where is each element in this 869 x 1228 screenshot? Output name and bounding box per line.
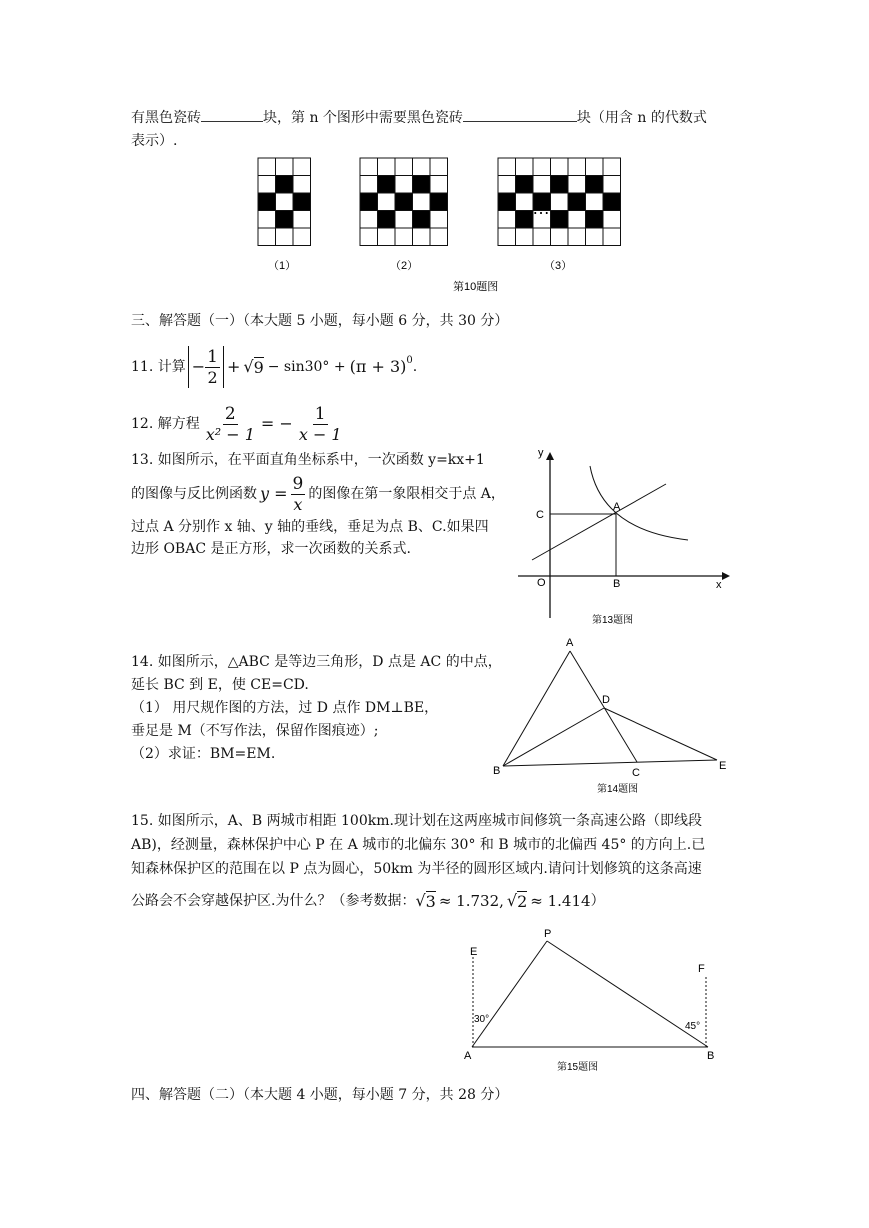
q15-line3: 知森林保护区的范围在以 P 点为圆心，50km 为半径的圆形区域内.请问计划修筑的这条高速 <box>131 861 702 877</box>
q15-figure <box>460 925 730 1075</box>
point-b-label: B <box>613 578 621 590</box>
q14-line4: 垂足是 M（不写作法，保留作图痕迹）; <box>131 723 379 739</box>
q13-figure <box>510 440 740 630</box>
black-tile <box>586 211 604 229</box>
sqrt-sign: √ <box>243 357 254 376</box>
q15-sqrt2: 2 <box>517 891 528 911</box>
white-tile <box>293 211 311 229</box>
black-tile <box>395 193 413 211</box>
white-tile <box>586 228 604 246</box>
q13-line3: 过点 A 分别作 x 轴、y 轴的垂线，垂足为点 B、C.如果四 <box>131 519 489 535</box>
q13-text-a: 的图像与反比例函数 <box>131 486 257 502</box>
white-tile <box>276 193 294 211</box>
q14-figure <box>485 630 735 800</box>
q10-label-1: （1） <box>268 260 297 272</box>
white-tile <box>430 228 448 246</box>
white-tile <box>413 158 431 176</box>
white-tile <box>413 228 431 246</box>
q10-label-2: （2） <box>390 260 419 272</box>
black-tile <box>516 211 534 229</box>
q13-line2 <box>131 472 505 516</box>
white-tile <box>533 228 551 246</box>
white-tile <box>360 211 378 229</box>
white-tile <box>498 176 516 194</box>
q10-label-3: （3） <box>544 260 573 272</box>
white-tile <box>378 193 396 211</box>
q14-line3: （1） 用尺规作图的方法，过 D 点作 DM⊥BE， <box>131 700 439 716</box>
black-tile <box>430 193 448 211</box>
q14-line5: （2）求证：BM=EM. <box>131 746 276 762</box>
segment-bp <box>547 941 708 1047</box>
point-f-label: F <box>698 963 705 975</box>
black-tile <box>413 211 431 229</box>
q10-text-b: 块，第 n 个图形中需要黑色瓷砖 <box>263 110 463 126</box>
q13-line1: 13. 如图所示，在平面直角坐标系中，一次函数 y=kx+1 <box>131 452 485 468</box>
q12-rhs-fraction <box>297 404 344 445</box>
point-e-label: E <box>719 760 727 772</box>
white-tile <box>258 228 276 246</box>
q13-y-eq: y = <box>260 484 288 503</box>
sqrt-sign: √ <box>415 891 426 910</box>
white-tile <box>603 176 621 194</box>
q11-end: . <box>412 359 418 375</box>
white-tile <box>395 176 413 194</box>
black-tile <box>516 176 534 194</box>
hyperbola-curve <box>590 466 688 540</box>
q13-caption: 第13题图 <box>592 615 634 626</box>
q10-text-c: 块（用含 n 的代数式 <box>576 110 707 126</box>
q12-prefix: 12. 解方程 <box>131 416 200 432</box>
black-tile <box>360 193 378 211</box>
line-be <box>503 760 717 766</box>
point-a-label: A <box>464 1050 472 1062</box>
white-tile <box>293 158 311 176</box>
white-tile <box>293 176 311 194</box>
answer-blank-1[interactable] <box>201 107 263 122</box>
side-ac <box>570 651 637 762</box>
q10-caption: 第10题图 <box>453 281 499 293</box>
q14-line1: 14. 如图所示，△ABC 是等边三角形，D 点是 AC 的中点， <box>131 654 502 670</box>
white-tile <box>276 158 294 176</box>
white-tile <box>603 228 621 246</box>
point-b-label: B <box>707 1050 715 1062</box>
black-tile <box>498 193 516 211</box>
q12-rhs-num: 1 <box>314 403 326 424</box>
black-tile <box>293 193 311 211</box>
black-tile <box>276 211 294 229</box>
q15-line2: AB)，经测量，森林保护中心 P 在 A 城市的北偏东 30° 和 B 城市的北偏西 45° 的方向上.已 <box>131 837 706 853</box>
white-tile <box>533 176 551 194</box>
q10-line1 <box>131 107 707 128</box>
angle-30-label: 30° <box>474 1014 490 1025</box>
vertex-a-label: A <box>566 637 574 649</box>
white-tile <box>568 158 586 176</box>
white-tile <box>430 158 448 176</box>
white-tile <box>516 193 534 211</box>
white-tile <box>586 193 604 211</box>
white-tile <box>395 158 413 176</box>
q15-sqrt2-value: ≈ 1.414 <box>530 892 591 910</box>
side-ab <box>503 651 570 766</box>
q15-sqrt3-value: ≈ 1.732, <box>438 892 504 910</box>
q11-fraction <box>205 347 220 388</box>
white-tile <box>498 228 516 246</box>
white-tile <box>516 158 534 176</box>
q11-line: 11. 计算 − $\frac{1}{2}$ + √ 9 − sin30° + (π + 3) $^0$ . <box>131 346 418 387</box>
q11-frac-num: 1 <box>207 346 218 367</box>
section4-heading: 四、解答题（二）（本大题 4 小题，每小题 7 分，共 28 分） <box>131 1087 509 1103</box>
angle-45-label: 45° <box>685 1021 701 1032</box>
q14-caption: 第14题图 <box>597 784 639 795</box>
q15-text-a: 公路会不会穿越保护区.为什么？（参考数据： <box>131 893 416 909</box>
q13-line4: 边形 OBAC 是正方形，求一次函数的关系式. <box>131 541 411 557</box>
q10-figure <box>250 152 730 297</box>
black-tile <box>378 211 396 229</box>
black-tile <box>258 193 276 211</box>
black-tile <box>378 176 396 194</box>
q10-line2: 表示）. <box>131 133 178 149</box>
vertex-c-label: C <box>632 767 640 779</box>
segment-bd <box>503 708 604 766</box>
q13-frac-den: x <box>293 494 303 514</box>
q11-frac-den: 2 <box>207 367 218 387</box>
q12-lhs-den: x² − 1 <box>205 424 255 444</box>
segment-ap <box>472 941 547 1047</box>
point-c-label: C <box>536 509 544 521</box>
q12-lhs-fraction <box>204 404 257 445</box>
black-tile <box>413 176 431 194</box>
white-tile <box>430 176 448 194</box>
q15-sqrt3: 3 <box>425 891 436 911</box>
q12-line <box>131 402 344 446</box>
black-tile <box>276 176 294 194</box>
white-tile <box>378 158 396 176</box>
white-tile <box>258 176 276 194</box>
point-d-label: D <box>602 694 610 706</box>
black-tile <box>568 193 586 211</box>
white-tile <box>360 176 378 194</box>
section3-heading: 三、解答题（一）（本大题 5 小题，每小题 6 分，共 30 分） <box>131 313 509 329</box>
q12-rhs-den: x − 1 <box>298 424 342 444</box>
point-a-label: A <box>613 501 621 513</box>
black-tile <box>586 176 604 194</box>
white-tile <box>276 228 294 246</box>
q11-prefix: 11. 计算 <box>131 359 186 375</box>
q13-text-b: 的图像在第一象限相交于点 A， <box>308 486 505 502</box>
white-tile <box>498 211 516 229</box>
q14-line2: 延长 BC 到 E，使 CE=CD. <box>131 677 309 693</box>
q15-line4 <box>131 889 605 913</box>
white-tile <box>395 228 413 246</box>
white-tile <box>498 158 516 176</box>
linear-function-line <box>532 484 666 560</box>
y-axis-arrow <box>546 452 554 460</box>
origin-label: O <box>537 577 546 589</box>
segment-de <box>604 708 717 760</box>
white-tile <box>603 158 621 176</box>
white-tile <box>586 158 604 176</box>
white-tile <box>293 228 311 246</box>
q10-ellipsis: …… <box>532 198 568 218</box>
white-tile <box>413 193 431 211</box>
point-p-label: P <box>544 928 552 940</box>
white-tile <box>603 211 621 229</box>
q13-fraction <box>291 474 306 515</box>
q15-text-b: ） <box>590 893 605 909</box>
q11-paren-part: (π + 3) <box>349 357 407 376</box>
q12-lhs-num: 2 <box>224 403 236 424</box>
q15-caption: 第15题图 <box>557 1062 599 1073</box>
point-e-label: E <box>470 946 478 958</box>
white-tile <box>258 158 276 176</box>
white-tile <box>258 211 276 229</box>
white-tile <box>533 158 551 176</box>
q15-line1: 15. 如图所示，A、B 两城市相距 100km.现计划在这两座城市间修筑一条高速公路（即线段 <box>131 813 702 829</box>
q12-equals: = − <box>260 414 293 433</box>
q11-abs-value: − $\frac{1}{2}$ <box>188 346 224 388</box>
sqrt-sign: √ <box>506 891 518 910</box>
white-tile <box>516 228 534 246</box>
white-tile <box>360 158 378 176</box>
white-tile <box>430 211 448 229</box>
x-axis-arrow <box>722 572 730 580</box>
y-axis-label: y <box>538 447 544 459</box>
white-tile <box>395 211 413 229</box>
white-tile <box>378 228 396 246</box>
black-tile <box>603 193 621 211</box>
white-tile <box>360 228 378 246</box>
q13-frac-num: 9 <box>292 473 304 494</box>
white-tile <box>551 158 569 176</box>
white-tile <box>568 176 586 194</box>
x-axis-label: x <box>716 579 722 591</box>
white-tile <box>551 228 569 246</box>
q11-exponent: 0 <box>406 355 413 366</box>
answer-blank-2[interactable] <box>463 107 577 122</box>
vertex-b-label: B <box>493 765 501 777</box>
white-tile <box>568 211 586 229</box>
black-tile <box>551 176 569 194</box>
q11-sin-part: − sin30° + <box>267 359 346 375</box>
q11-sqrt-value: 9 <box>253 357 264 377</box>
q10-text-a: 有黑色瓷砖 <box>131 110 201 126</box>
white-tile <box>568 228 586 246</box>
